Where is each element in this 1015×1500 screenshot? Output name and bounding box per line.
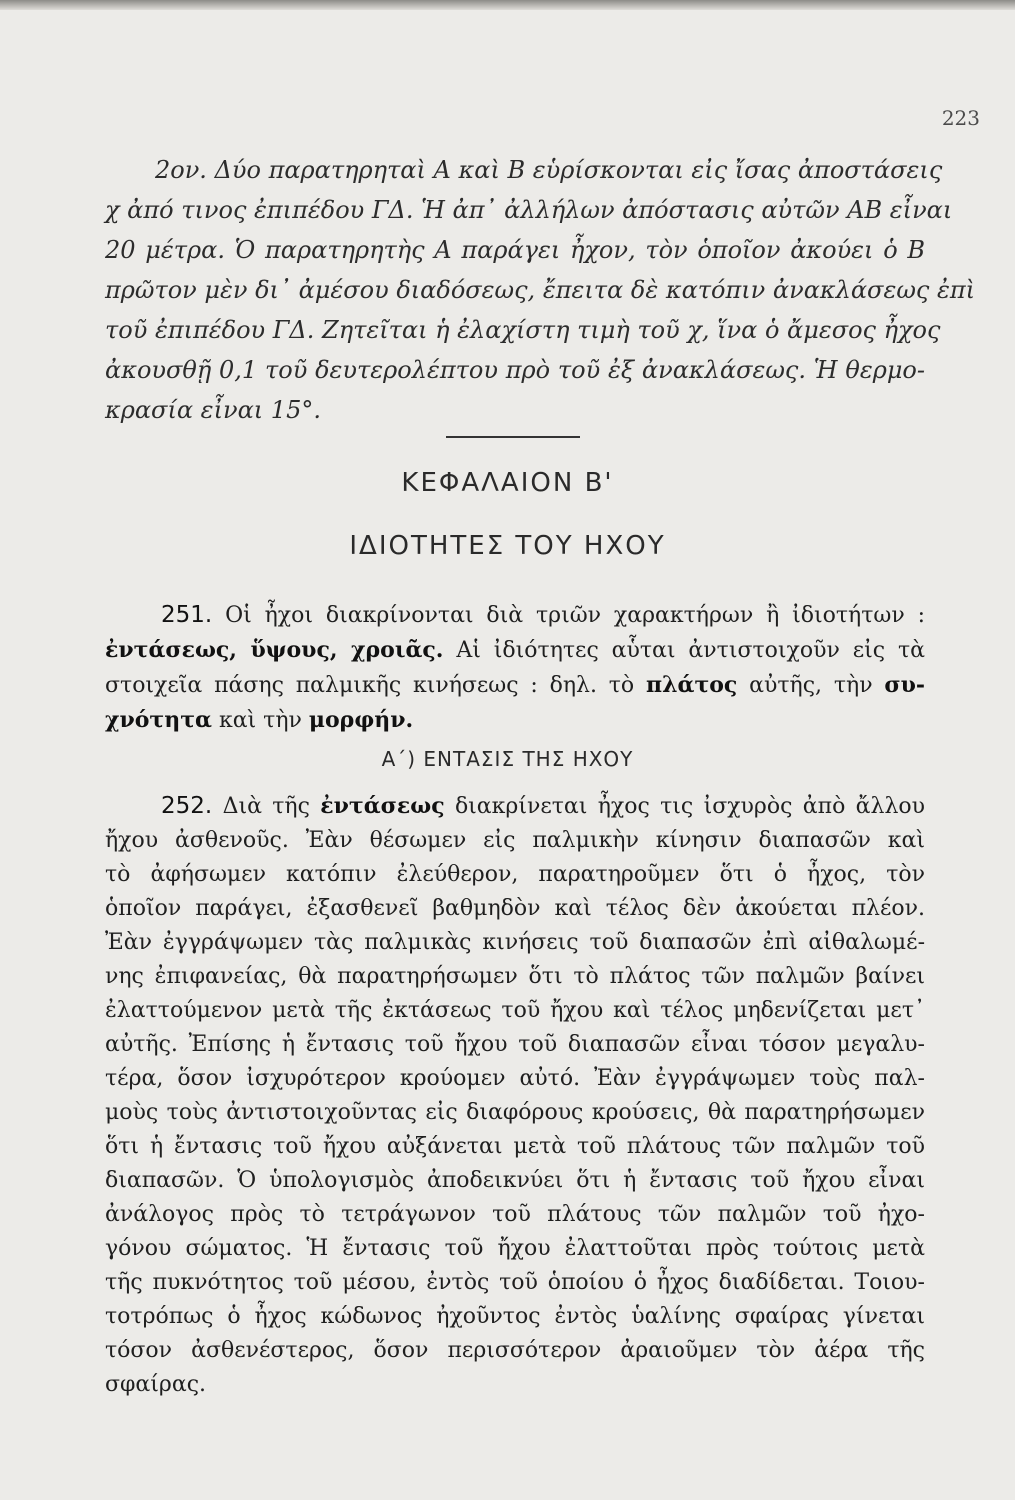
text-line: Ἐὰν ἐγγράψωμεν τὰς παλμικὰς κινήσεις τοῦ διαπασῶν ἐπὶ αἰθαλωμέ- [105, 930, 925, 955]
bold-term: συ- [884, 672, 926, 698]
text-line [105, 703, 925, 738]
section-divider [446, 436, 580, 438]
page-number: 223 [941, 106, 980, 130]
chapter-title: ΚΕΦΑΛΑΙΟΝ Β' [401, 468, 614, 498]
text-line: κρασία εἶναι 15°. [105, 396, 321, 424]
text-run: καὶ τὴν [218, 708, 302, 733]
text-line: νης ἐπιφανείας, θὰ παρατηρήσωμεν ὅτι τὸ πλάτος τῶν παλμῶν βαίνει [105, 964, 925, 989]
text-line: γόνου σώματος. Ἡ ἔντασις τοῦ ἤχου ἐλαττοῦται πρὸς τούτοις μετὰ [105, 1236, 925, 1261]
text-line: τοτρόπως ὁ ἦχος κώδωνος ἠχοῦντος ἐντὸς ὑαλίνης σφαίρας γίνεται [105, 1304, 925, 1329]
text-line: πρῶτον μὲν δι᾽ ἀμέσου διαδόσεως, ἔπειτα δὲ κατόπιν ἀνακλάσεως ἐπὶ [105, 276, 976, 304]
text-line [105, 789, 925, 824]
text-line: ὅτι ἡ ἔντασις τοῦ ἤχου αὐξάνεται μετὰ τοῦ πλάτους τῶν παλμῶν τοῦ [105, 1134, 925, 1159]
paragraph-252 [105, 789, 925, 1402]
text-line: τῆς πυκνότητος τοῦ μέσου, ἐντὸς τοῦ ὁποίου ὁ ἦχος διαδίδεται. Τοιου- [105, 1270, 925, 1295]
text-line [105, 598, 925, 633]
bold-term: ἐντάσεως [320, 793, 445, 819]
bold-term: μορφήν. [308, 707, 414, 733]
exercise-problem [105, 150, 976, 430]
text-run: Διὰ τῆς [222, 794, 310, 819]
text-line: χ ἀπό τινος ἐπιπέδου ΓΔ. Ἡ ἀπ᾽ ἀλλήλων ἀπόστασις αὐτῶν ΑΒ εἶναι [105, 196, 953, 224]
text-line: τέρα, ὅσον ἰσχυρότερον κρούομεν αὐτό. Ἐὰν ἐγγράψωμεν τοὺς παλ- [105, 1066, 925, 1091]
bold-term: ἐντάσεως, ὕψους, χροιᾶς. [105, 637, 444, 663]
text-line: ὁποῖον παράγει, ἐξασθενεῖ βαθμηδὸν καὶ τέλος δὲν ἀκούεται πλέον. [105, 896, 925, 921]
text-line: διαπασῶν. Ὁ ὑπολογισμὸς ἀποδεικνύει ὅτι ἡ ἔντασις τοῦ ἤχου εἶναι [105, 1168, 925, 1193]
paragraph-number: 252. [161, 793, 213, 819]
text-line: σφαίρας. [105, 1372, 207, 1397]
bold-term: χνότητα [105, 707, 212, 733]
text-line: ἐλαττούμενον μετὰ τῆς ἐκτάσεως τοῦ ἤχου καὶ τέλος μηδενίζεται μετ᾽ [105, 998, 925, 1023]
paragraph-251 [105, 598, 925, 738]
text-run: Οἱ ἦχοι διακρίνονται διὰ τριῶν χαρακτήρων ἢ ἰδιοτήτων : [225, 603, 925, 628]
text-line: ἤχου ἀσθενοῦς. Ἐὰν θέσωμεν εἰς παλμικὴν κίνησιν διαπασῶν καὶ [105, 828, 925, 853]
text-line: τοῦ ἐπιπέδου ΓΔ. Ζητεῖται ἡ ἐλαχίστη τιμὴ τοῦ χ, ἵνα ὁ ἄμεσος ἦχος [105, 316, 941, 344]
text-line: τὸ ἀφήσωμεν κατόπιν ἐλεύθερον, παρατηροῦμεν ὅτι ὁ ἦχος, τὸν [105, 862, 925, 887]
text-run: αὐτῆς, τὴν [749, 673, 873, 698]
text-line: ἀνάλογος πρὸς τὸ τετράγωνον τοῦ πλάτους τῶν παλμῶν τοῦ ἠχο- [105, 1202, 925, 1227]
text-line: 20 μέτρα. Ὁ παρατηρητὴς Α παράγει ἦχον, τὸν ὁποῖον ἀκούει ὁ Β [105, 236, 925, 264]
text-line: αὐτῆς. Ἐπίσης ἡ ἔντασις τοῦ ἤχου τοῦ διαπασῶν εἶναι τόσον μεγαλυ- [105, 1032, 925, 1057]
text-line [105, 668, 925, 703]
bold-term: πλάτος [645, 672, 738, 698]
text-run: στοιχεῖα πάσης παλμικῆς κινήσεως : δηλ. τὸ [105, 673, 635, 698]
scan-top-edge [0, 0, 1015, 10]
text-line: τόσον ἀσθενέστερος, ὅσον περισσότερον ἀραιοῦμεν τὸν ἀέρα τῆς [105, 1338, 925, 1363]
text-line [105, 633, 925, 668]
text-line: ἀκουσθῇ 0,1 τοῦ δευτερολέπτου πρὸ τοῦ ἐξ ἀνακλάσεως. Ἡ θερμο- [105, 356, 925, 384]
text-run: Αἱ ἰδιότητες αὗται ἀντιστοιχοῦν εἰς τὰ [456, 638, 925, 663]
chapter-subtitle: ΙΔΙΟΤΗΤΕΣ ΤΟΥ ΗΧΟΥ [349, 531, 666, 561]
paragraph-number: 251. [161, 602, 213, 628]
text-line: μοὺς τοὺς ἀντιστοιχοῦντας εἰς διαφόρους κρούσεις, θὰ παρατηρήσωμεν [105, 1100, 925, 1125]
text-run: διακρίνεται ἦχος τις ἰσχυρὸς ἀπὸ ἄλλου [454, 794, 926, 819]
section-heading: Α΄) ΕΝΤΑΣΙΣ ΤΗΣ ΗΧΟΥ [381, 747, 634, 771]
text-line: 2ον. Δύο παρατηρηταὶ Α καὶ Β εὑρίσκονται εἰς ἴσας ἀποστάσεις [155, 156, 943, 184]
